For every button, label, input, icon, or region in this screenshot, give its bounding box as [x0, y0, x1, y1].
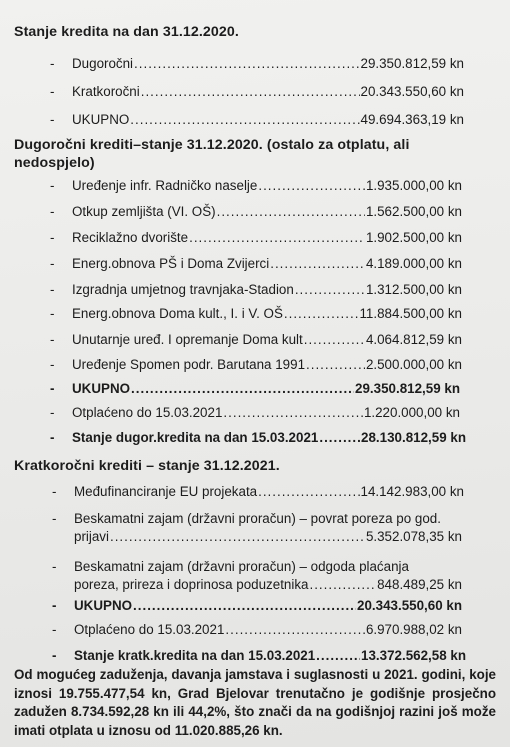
row-label: Otplaćeno do 15.03.2021	[72, 405, 223, 420]
section1-row-total	[50, 112, 464, 127]
dot-leader	[258, 178, 365, 193]
row-value: 1.935.000,00 kn	[365, 178, 462, 193]
section3-paid-row	[52, 622, 462, 637]
dash: -	[50, 112, 55, 127]
dash: -	[50, 430, 55, 445]
row-value: 1.902.500,00 kn	[365, 230, 462, 245]
row-label: Unutarnje uređ. I opremanje Doma kult	[72, 332, 303, 347]
row-value: 13.372.562,58 kn	[361, 648, 466, 663]
dash: -	[52, 598, 57, 613]
row-label-line2: poreza, prireza i doprinosa poduzetnika	[74, 577, 309, 592]
section3-row-two-line	[52, 510, 462, 546]
row-value: 29.350.812,59 kn	[360, 56, 464, 71]
row-value: 848.489,25 kn	[377, 577, 462, 592]
dash: -	[50, 56, 55, 71]
dash: -	[52, 622, 57, 637]
row-value: 1.312.500,00 kn	[365, 282, 462, 297]
row-value: 14.142.983,00 kn	[360, 484, 464, 499]
section2-paid-row	[50, 405, 460, 420]
dash: -	[52, 511, 57, 526]
section1-title: Stanje kredita na dan 31.12.2020.	[14, 24, 239, 40]
dot-leader	[306, 357, 365, 372]
dash: -	[50, 84, 55, 99]
row-label-line2-wrap	[74, 576, 462, 594]
row-value: 2.500.000,00 kn	[365, 357, 462, 372]
section2-row	[50, 282, 462, 297]
row-label-line1: Beskamatni zajam (državni proračun) – povrat poreza po god.	[74, 511, 441, 526]
dot-leader	[316, 648, 360, 663]
dot-leader	[295, 282, 365, 297]
row-label: Uređenje infr. Radničko naselje	[72, 178, 258, 193]
dot-leader	[131, 381, 354, 396]
dash: -	[52, 484, 57, 499]
row-label: Kratkoročni	[72, 84, 140, 99]
dot-leader	[134, 56, 359, 71]
dash: -	[50, 306, 55, 321]
dash: -	[50, 178, 55, 193]
section2-row	[50, 204, 462, 219]
dot-leader	[284, 306, 359, 321]
row-value: 4.189.000,00 kn	[365, 256, 462, 271]
row-label: UKUPNO	[74, 598, 133, 613]
dash: -	[50, 230, 55, 245]
section1-row-short-term	[50, 84, 464, 99]
dash: -	[50, 256, 55, 271]
section2-title: Dugoročni krediti–stanje 31.12.2020. (ostalo za otplatu, ali nedospjelo)	[14, 137, 410, 171]
row-label-line2-wrap	[74, 528, 462, 546]
dash: -	[50, 381, 55, 396]
row-label: Stanje kratk.kredita na dan 15.03.2021	[74, 648, 316, 663]
dot-leader	[258, 484, 359, 499]
row-value: 4.064.812,59 kn	[365, 332, 462, 347]
row-label-line1: Beskamatni zajam (državni proračun) – odgoda plaćanja	[74, 559, 409, 574]
row-value: 1.220.000,00 kn	[363, 405, 460, 420]
row-label: Reciklažno dvorište	[72, 230, 189, 245]
row-label: Energ.obnova PŠ i Doma Zvijerci	[72, 256, 270, 271]
row-label: Izgradnja umjetnog travnjaka-Stadion	[72, 282, 294, 297]
dot-leader	[189, 230, 365, 245]
row-label: Dugoročni	[72, 56, 134, 71]
row-value: 11.884.500,00 kn	[359, 306, 462, 321]
dot-leader	[110, 528, 365, 546]
section3-row-two-line	[52, 558, 462, 594]
dot-leader	[223, 405, 363, 420]
dot-leader	[270, 256, 365, 271]
dash: -	[50, 357, 55, 372]
section2-row	[50, 178, 462, 193]
row-label: Stanje dugor.kredita na dan 15.03.2021	[72, 430, 319, 445]
conclusion-paragraph: Od mogućeg zaduženja, davanja jamstava i suglasnosti u 2021. godini, koje iznosi 19.755.477,54 kn, Grad Bjelovar trenutačno je godišnje prosječno zadužen 8.734.592,28 kn ili 44,2%, što znači da na godišnjoj razini još može imati otplata u iznosu od 11.020.885,26 kn.	[14, 667, 496, 738]
row-value: 5.352.078,35 kn	[365, 529, 462, 544]
dash: -	[52, 648, 57, 663]
row-label: Međufinanciranje EU projekata	[74, 484, 258, 499]
section2-balance-row	[50, 430, 466, 445]
section2-total-row	[50, 381, 460, 396]
row-label: Uređenje Spomen podr. Barutana 1991	[72, 357, 306, 372]
dash: -	[52, 559, 57, 574]
dot-leader	[309, 576, 376, 594]
row-label-line2: prijavi	[74, 529, 109, 544]
dash: -	[50, 204, 55, 219]
dot-leader	[319, 430, 360, 445]
dash: -	[50, 332, 55, 347]
section2-row	[50, 256, 462, 271]
dash: -	[50, 405, 55, 420]
row-label: UKUPNO	[72, 381, 131, 396]
section2-row	[50, 332, 462, 347]
row-label: UKUPNO	[72, 112, 130, 127]
section3-total-row	[52, 598, 462, 613]
row-value: 20.343.550,60 kn	[360, 84, 464, 99]
dot-leader	[304, 332, 365, 347]
dot-leader	[225, 622, 365, 637]
row-value: 6.970.988,02 kn	[365, 622, 462, 637]
row-label: Otplaćeno do 15.03.2021	[74, 622, 225, 637]
row-label: Energ.obnova Doma kult., I. i V. OŠ	[72, 306, 283, 321]
dash: -	[50, 282, 55, 297]
dot-leader	[141, 84, 360, 99]
dot-leader	[130, 112, 359, 127]
section2-row	[50, 230, 462, 245]
dot-leader	[217, 204, 365, 219]
section2-row	[50, 357, 462, 372]
row-value: 28.130.812,59 kn	[361, 430, 466, 445]
row-value: 20.343.550,60 kn	[357, 598, 462, 613]
row-value: 29.350.812,59 kn	[355, 381, 460, 396]
section3-row	[52, 484, 464, 499]
section1-row-long-term	[50, 56, 464, 71]
section2-row	[50, 306, 462, 321]
row-label: Otkup zemljišta (VI. OŠ)	[72, 204, 216, 219]
section3-balance-row	[52, 648, 466, 663]
row-value: 49.694.363,19 kn	[360, 112, 464, 127]
section3-title: Kratkoročni krediti – stanje 31.12.2021.	[14, 458, 280, 474]
row-value: 1.562.500,00 kn	[365, 204, 462, 219]
dot-leader	[133, 598, 356, 613]
